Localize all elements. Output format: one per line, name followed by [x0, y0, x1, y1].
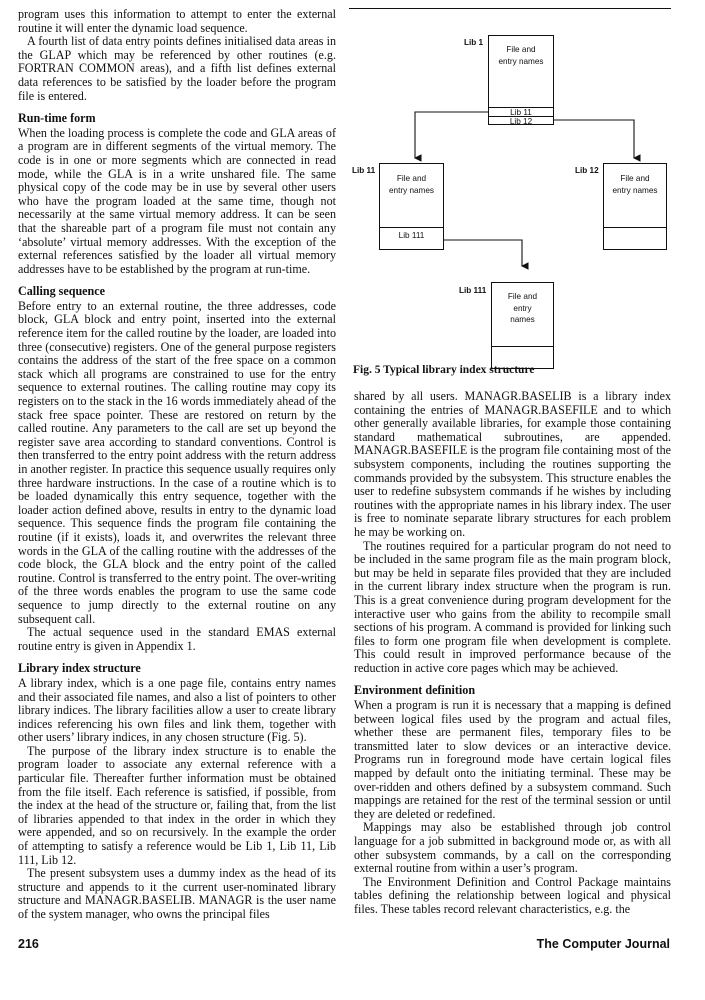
lib11-label: Lib 11 — [352, 166, 376, 175]
paragraph: A library index, which is a one page file, contains entry names and their associated file names, and also a list of pointers to other library indices. The library facilities allow a user to create library indices referencing his own files and link them, together with other users’ library indices, in any chosen structure (Fig. 5). — [18, 675, 336, 745]
lib12-box — [603, 163, 667, 250]
lib11-cell-lib111: Lib 111 — [380, 227, 443, 248]
paragraph: shared by all users. MANAGR.BASELIB is a library index containing the entries of MANAGR.BASEFILE and to which other generally available libraries, for example those containing standard mathematical subroutines, are appended. MANAGR.BASEFILE is the program file containing most of the subsystem components, including the routines supporting the commands provided by the subsystem. This structure enables the user to redefine subsystem commands if he wishes by including routines with the appropriate names in his library index. The user is free to nominate separate library structures for each problem he may be working on. — [354, 389, 671, 539]
lib12-label: Lib 12 — [575, 166, 599, 175]
lib1-cell-lib12: Lib 12 — [489, 116, 553, 126]
paragraph: The actual sequence used in the standard EMAS external routine entry is given in Appendix 1. — [18, 625, 336, 653]
paragraph: The purpose of the library index structure is to enable the program loader to associate any external reference with a particular file. Thereafter further information must be obtained from the file itself. Each reference is satisfied, if possible, from the index at the head of the structure or, failing that, from the list of libraries appended to that index in the order in which they were appended, and so on recursively. In the example the order of attempting to satisfy a reference would be Lib 1, Lib 11, Lib 111, Lib 12. — [18, 743, 336, 867]
lib111-label: Lib 111 — [459, 286, 487, 295]
paragraph: The routines required for a particular program do not need to be included in the same program file as the main program block, but may be held in separate files provided that they are included in the current library index structure when the program is run. This is a great convenience during program development for the interactive user who gains from the ability to recompile small sections of his program. A command is provided for linking such files to form one program file when development is complete. This could result in improved performance because of the reduction in active core pages which may be achieved. — [354, 538, 671, 675]
lib1-box-text: File and entry names — [498, 45, 544, 66]
page-number: 216 — [18, 937, 39, 951]
right-column — [354, 390, 671, 917]
journal-name: The Computer Journal — [536, 937, 670, 951]
lib11-box — [379, 163, 444, 250]
paragraph: The Environment Definition and Control Package maintains tables defining the relationship between logical and physical files. These tables record relevant characteristics, e.g. the — [354, 874, 671, 916]
lib11-box-text: File and entry names — [388, 174, 435, 195]
figure-caption: Fig. 5 Typical library index structure — [353, 364, 535, 376]
lib111-box-text: File and entry names — [507, 292, 538, 324]
paragraph: program uses this information to attempt to enter the external routine it will enter the dynamic load sequence. — [18, 7, 336, 35]
section-heading-environment-definition: Environment definition — [354, 683, 476, 698]
section-heading-library-index: Library index structure — [18, 661, 141, 676]
paragraph: A fourth list of data entry points defines initialised data areas in the GLAP which may be referenced by other routines (e.g. FORTRAN COMMON areas), and a fifth list defines external data references to be satisfied by the loader before the program file is entered. — [18, 34, 336, 103]
lib1-box — [488, 35, 554, 125]
lib111-box — [491, 282, 554, 369]
section-heading-calling-sequence: Calling sequence — [18, 284, 106, 299]
paragraph: When the loading process is complete the code and GLA areas of a program are in different segments of the virtual memory. The code is in one or more segments which are connected in read mode, while the GLA is in a write unshared file. The same physical copy of the code may be in use by several other users who have the program loaded at the same time, though not necessarily at the same virtual memory address. It can be seen that the shareable part of a program file must not contain any ‘absolute’ virtual memory addresses. With the exception of the external references satisfied by the loader all virtual memory addresses have to be established by the program at run-time. — [18, 125, 336, 276]
lib12-cell-empty — [604, 227, 666, 248]
lib1-label: Lib 1 — [464, 38, 484, 47]
paragraph: Before entry to an external routine, the three addresses, code block, GLA block and entry point, inserted into the external reference item for the called routine by the loader, are loaded into three (consecutive) registers. One of the general purpose registers contains the address of the start of the free space on a common stack which all programs are constrained to use for the entry sequence to external routines. The calling routine may copy its registers on to the stack in the 16 words immediately ahead of the stack free space pointer. These are restored on return by the called routine. Any parameters to the call are set up beyond the register save area according to standard conventions. Control is then transferred to the entry point address with the return address in another register. In practice this sequence usually requires only three hardware instructions. In the case of a routine which is to be loaded dynamically this entry sequence, together with the loader action defined above, results in entry to the dynamic load sequence. This sequence finds the program file containing the routine (if it exists), loads it, and overwrites the relevant three words in the GLA of the calling routine with the addresses of the code block, the GLA block and the entry point of the called routine. Control is transferred to the entry point. The over-writing of the three words enables the program to use the same code sequence to jump directly to the external routine on any subsequent call. — [18, 298, 336, 626]
paragraph: When a program is run it is necessary that a mapping is defined between logical files used by the program and actual files, whether these are permanent files, temporary files to be transmitted later to slow devices or an interactive device. Programs run in foreground mode have certain logical files mapped by default onto the initiating terminal. These may be over-ridden and others defined by a subsystem command. Such mappings are retained for the rest of the terminal session or until they are deleted or redefined. — [354, 698, 671, 821]
figure-library-index-structure — [349, 8, 671, 390]
arrow-lib1-to-lib11 — [415, 112, 488, 158]
paragraph: The present subsystem uses a dummy index as the head of its structure and appends to it the current user-nominated library structure and MANAGR.BASELIB. MANAGR is the user name of the system manager, who owns the principal files — [18, 866, 336, 921]
arrow-lib11-to-lib111 — [434, 240, 522, 266]
section-heading-runtime-form: Run-time form — [18, 111, 96, 126]
left-column — [18, 8, 336, 922]
lib1-cell-lib11: Lib 11 — [489, 107, 553, 117]
arrow-lib1-to-lib12 — [544, 120, 634, 158]
paragraph: Mappings may also be established through job control language for a job submitted in background mode or, as with all other subsystem commands, by a call on the corresponding external routine from within a user’s program. — [354, 820, 671, 876]
lib12-box-text: File and entry names — [612, 174, 658, 195]
